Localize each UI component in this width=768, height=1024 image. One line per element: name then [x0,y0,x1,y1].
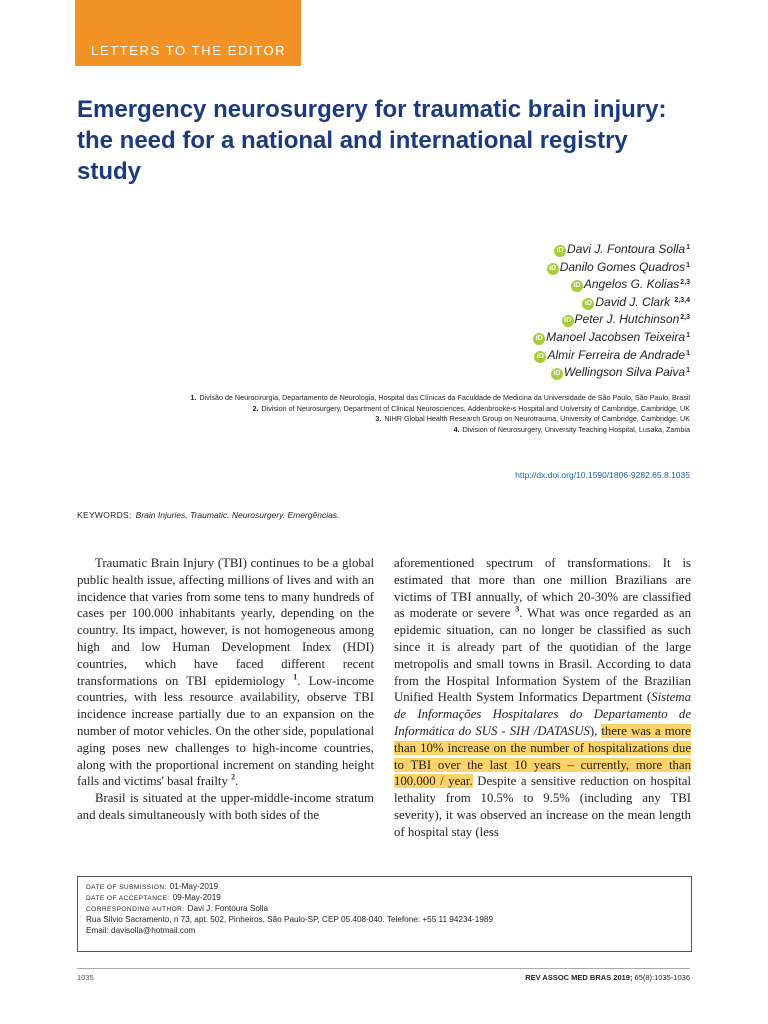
author-affiliation-ref: 2,3,4 [674,296,690,304]
affiliation-item [190,404,690,415]
body-text: . [235,774,239,789]
author-item [533,240,690,258]
body-paragraph [394,555,691,841]
orcid-icon[interactable]: iD [533,333,545,345]
orcid-icon[interactable]: iD [562,315,574,327]
author-name: Davi J. Fontoura Solla [567,242,686,256]
affiliation-text: Division of Neurosurgery, University Teaching Hospital, Lusaka, Zambia [462,424,690,434]
email-row[interactable]: Email: davisolla@hotmail.com [86,926,196,935]
corresponding-author: Davi J. Fontoura Solla [187,904,269,913]
submission-date-row [86,882,218,894]
body-text: aforementioned spectrum of transformations. It is estimated that more than one million Brazilians are victims of TBI annually, of which 20-30% are classified as moderate or severe [394,556,691,621]
submission-date: 01-May-2019 [169,882,218,891]
section-tab [75,0,301,66]
orcid-icon[interactable]: iD [582,298,594,310]
keywords-text: Brain Injuries, Traumatic. Neurosurgery. Emergências. [135,510,340,520]
author-affiliation-ref: 1 [686,349,690,357]
orcid-icon[interactable]: iD [547,263,559,275]
affiliation-text: Division of Neurosurgery, Department of Clinical Neurosciences, Addenbrooke›s Hospital and University of Cambridge, Cambridge, UK [261,403,690,413]
body-paragraph [77,790,374,824]
affiliation-item [190,425,690,436]
submission-label: DATE OF SUBMISSION: [86,884,167,891]
body-text: ), [589,723,602,738]
affiliation-number: 4. [453,424,460,434]
body-column-left [77,555,374,824]
journal-citation [525,973,690,982]
body-text: Despite a sensitive reduction on hospital lethality from 10.5% to 9.5% (including any TBI severity), it was observed an increase on the mean length of hospital stay (less [394,774,691,839]
footer-divider [77,968,690,969]
keywords-label: KEYWORDS: [77,510,132,520]
author-name: Peter J. Hutchinson [574,312,680,327]
affiliation-list [190,393,690,435]
corresponding-author-row [86,904,268,916]
journal-name: REV ASSOC MED BRAS 2019; [525,973,633,982]
author-item [533,328,690,346]
author-item [533,310,690,328]
body-text: Traumatic Brain Injury (TBI) continues to be a global public health issue, affecting millions of lives and with an incidence that varies from some tens to many hundreds of cases per 100.000 inhabitants yearly, depending on the country. Its impact, however, is not homogeneous among high and low Human Development Index (HDI) countries, which have faced different recent transformations on TBI epidemiology [77,556,374,688]
body-text: Brasil is situated at the upper-middle-income stratum and deals simultaneously with both sides of the [77,791,374,822]
affiliation-item [190,414,690,425]
affiliation-number: 1. [190,393,197,402]
affiliation-text: Divisão de Neurocirurgia, Departamento de Neurologia, Hospital das Clínicas da Faculdade de Medicina da Universidade de São Paulo, São Paulo, Brasil [199,393,690,402]
acceptance-date-row [86,893,221,905]
article-title: Emergency neurosurgery for traumatic brain injury: the need for a national and international registry study [77,96,667,185]
reference-marker[interactable]: 3 [515,605,520,615]
author-item [533,346,690,364]
author-name: Angelos G. Kolias [583,277,680,292]
reference-marker[interactable]: 2 [231,773,236,783]
body-italic-text: Sistema de Informações Hospitalares do Departamento de Informática do SUS - SIH /DATASUS [394,690,691,738]
author-affiliation-ref: 1 [686,261,690,269]
reference-marker[interactable]: 1 [293,672,298,682]
author-item [533,275,690,293]
affiliation-number: 2. [252,403,259,413]
affiliation-item [190,393,690,404]
journal-volume: 65(8):1035-1036 [632,973,690,982]
highlighted-text: there was a more than 10% increase on the number of hospitalizations due to TBI over the last 10 years – currently, more than 100.000 / year. [394,723,691,789]
corresponding-author-label: CORRESPONDING AUTHOR: [86,906,185,913]
author-name: Almir Ferreira de Andrade [547,347,686,362]
affiliation-text: NIHR Global Health Research Group on Neurotrauma, University of Cambridge, Cambridge, UK [384,414,690,424]
orcid-icon[interactable]: iD [534,351,546,363]
author-item [533,293,690,311]
page-number: 1035 [77,973,94,982]
keywords [77,510,339,520]
article-info-box [77,876,692,952]
body-text: . What was once regarded as an epidemic situation, can no longer be classified as such since it is already part of the quotidian of the large metropolis and small towns in Brasil. According to data from the Hospital Information System of the Brazilian Unified Health System Informatics Department ( [394,606,691,705]
acceptance-label: DATE OF ACCEPTANCE: [86,895,170,902]
author-name: Wellingson Silva Paiva [563,365,686,380]
affiliation-number: 3. [375,414,382,424]
orcid-icon[interactable]: iD [571,280,583,292]
author-name: Manoel Jacobsen Teixeira [546,329,686,344]
author-name: Danilo Gomes Quadros [559,259,686,274]
section-label: LETTERS TO THE EDITOR [91,43,287,58]
author-affiliation-ref: 2,3 [680,279,690,287]
author-item [533,258,690,276]
address-row: Rua Silvio Sacramento, n 73, apt. 502, Pinheiros, São Paulo-SP, CEP 05.408-040. Telefone: +55 11 94234-1989 [86,915,493,924]
author-affiliation-ref: 1 [686,331,690,339]
orcid-icon[interactable]: iD [551,368,563,380]
author-name: David J. Clark [595,294,674,309]
author-item [533,363,690,381]
doi-link[interactable]: http://dx.doi.org/10.1590/1806-9282.65.8.1035 [515,470,690,480]
body-text: . Low-income countries, with less resource availability, observe TBI incidence increase partially due to an expansion on the number of motor vehicles. On the other side, populational aging poses new challenges to high-income countries, along with the proportional increment on standing height falls and victims' basal frailty [77,673,374,789]
author-affiliation-ref: 1 [686,367,690,375]
body-column-right [394,555,691,841]
author-list [533,240,690,381]
author-affiliation-ref: 1 [686,244,690,251]
body-paragraph [77,555,374,790]
orcid-icon[interactable]: iD [554,245,566,257]
acceptance-date: 09-May-2019 [172,893,221,902]
author-affiliation-ref: 2,3 [680,314,690,322]
